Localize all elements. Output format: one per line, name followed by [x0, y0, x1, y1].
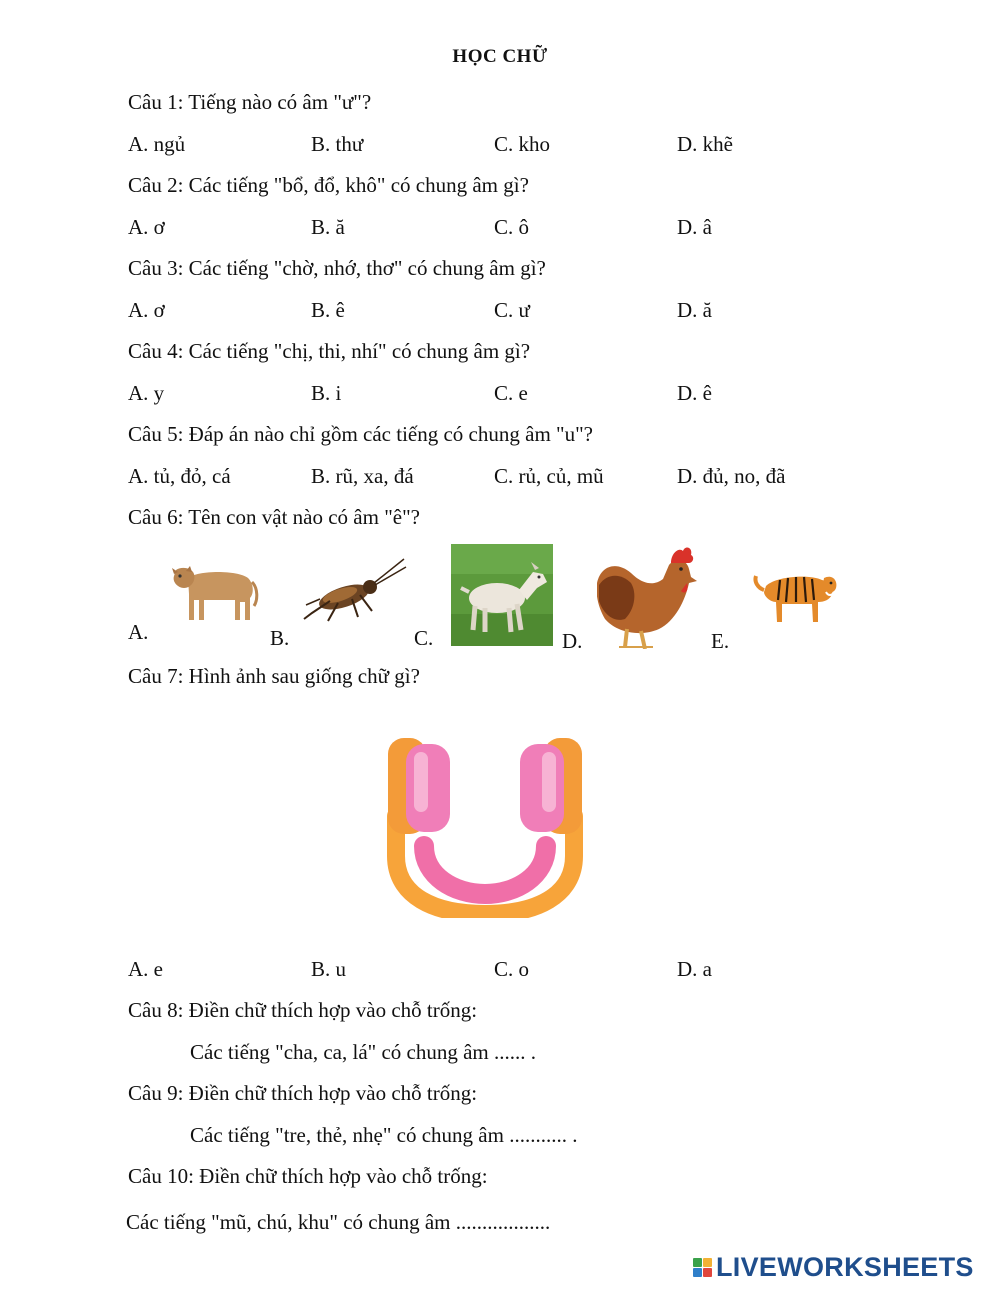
q6-option-e[interactable]: E.: [711, 629, 730, 653]
q1-option-b[interactable]: B. thư: [311, 132, 364, 156]
q7-option-b[interactable]: B. u: [311, 957, 347, 981]
page-title: HỌC CHỮ: [452, 46, 548, 67]
logo-grid-icon: [693, 1258, 712, 1277]
question-5: Câu 5: Đáp án nào chỉ gồm các tiếng có chung âm "u"?: [128, 422, 593, 446]
q7-option-d[interactable]: D. a: [677, 957, 712, 981]
question-2: Câu 2: Các tiếng "bổ, đổ, khô" có chung âm gì?: [128, 173, 529, 197]
q4-option-d[interactable]: D. ê: [677, 381, 712, 405]
question-3: Câu 3: Các tiếng "chờ, nhớ, thơ" có chung âm gì?: [128, 256, 546, 280]
q2-option-a[interactable]: A. ơ: [128, 215, 165, 239]
cricket-image[interactable]: [300, 555, 408, 625]
q5-option-d[interactable]: D. đủ, no, đã: [677, 464, 786, 488]
q3-option-c[interactable]: C. ư: [494, 298, 530, 322]
q4-option-b[interactable]: B. i: [311, 381, 342, 405]
q1-option-d[interactable]: D. khẽ: [677, 132, 733, 156]
q10-fill-blank[interactable]: Các tiếng "mũ, chú, khu" có chung âm ..................: [126, 1210, 551, 1234]
q6-option-d[interactable]: D.: [562, 629, 583, 653]
question-9: Câu 9: Điền chữ thích hợp vào chỗ trống:: [128, 1081, 478, 1105]
q3-option-a[interactable]: A. ơ: [128, 298, 165, 322]
q6-option-b[interactable]: B.: [270, 626, 290, 650]
q1-option-a[interactable]: A. ngủ: [128, 132, 186, 156]
q5-option-a[interactable]: A. tủ, đỏ, cá: [128, 464, 231, 488]
goat-image[interactable]: [451, 544, 553, 646]
question-1: Câu 1: Tiếng nào có âm "ư"?: [128, 90, 372, 114]
headphones-image[interactable]: [384, 736, 586, 918]
calf-image[interactable]: [168, 560, 260, 626]
q9-fill-blank[interactable]: Các tiếng "tre, thẻ, nhẹ" có chung âm ........... .: [190, 1123, 578, 1147]
rooster-image[interactable]: [597, 543, 697, 649]
question-4: Câu 4: Các tiếng "chị, thi, nhí" có chung âm gì?: [128, 339, 531, 363]
q3-option-b[interactable]: B. ê: [311, 298, 345, 322]
q5-option-b[interactable]: B. rũ, xa, đá: [311, 464, 414, 488]
q6-option-a[interactable]: A.: [128, 620, 149, 644]
q2-option-b[interactable]: B. ă: [311, 215, 345, 239]
q2-option-d[interactable]: D. â: [677, 215, 712, 239]
question-6: Câu 6: Tên con vật nào có âm "ê"?: [128, 505, 420, 529]
tiger-image[interactable]: [752, 562, 838, 626]
liveworksheets-logo: [693, 1252, 974, 1283]
q2-option-c[interactable]: C. ô: [494, 215, 530, 239]
q8-fill-blank[interactable]: Các tiếng "cha, ca, lá" có chung âm ...... .: [190, 1040, 537, 1064]
q7-option-c[interactable]: C. o: [494, 957, 530, 981]
question-7: Câu 7: Hình ảnh sau giống chữ gì?: [128, 664, 420, 688]
brand-text: LIVEWORKSHEETS: [716, 1252, 974, 1282]
q1-option-c[interactable]: C. kho: [494, 132, 551, 156]
question-8: Câu 8: Điền chữ thích hợp vào chỗ trống:: [128, 998, 478, 1022]
q4-option-a[interactable]: A. y: [128, 381, 165, 405]
question-10: Câu 10: Điền chữ thích hợp vào chỗ trống:: [128, 1164, 488, 1188]
q3-option-d[interactable]: D. ă: [677, 298, 712, 322]
q6-option-c[interactable]: C.: [414, 626, 434, 650]
q7-option-a[interactable]: A. e: [128, 957, 163, 981]
q5-option-c[interactable]: C. rủ, củ, mũ: [494, 464, 604, 488]
q4-option-c[interactable]: C. e: [494, 381, 528, 405]
